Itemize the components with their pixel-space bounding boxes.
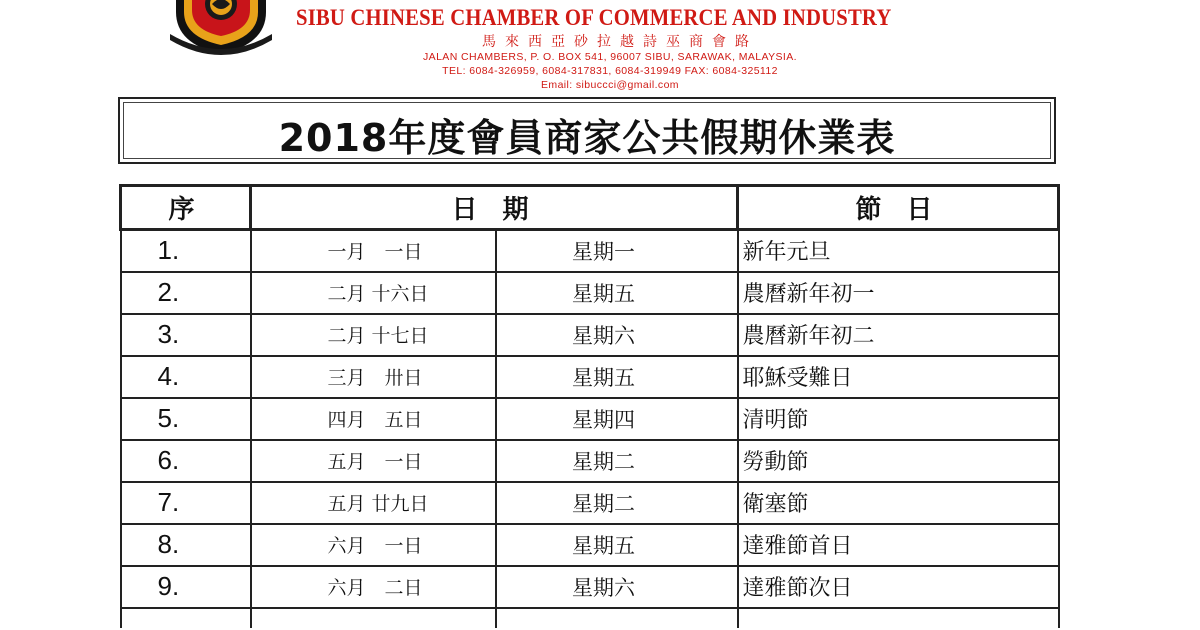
org-email: Email: sibuccci@gmail.com — [541, 79, 679, 91]
org-name-chinese: 馬來西亞砂拉越詩巫商會路 — [482, 34, 758, 50]
row-number: 6. — [121, 440, 251, 482]
row-number: 3. — [121, 314, 251, 356]
row-number: 9. — [121, 566, 251, 608]
table-row — [121, 314, 1059, 356]
row-holiday: 清明節 — [738, 398, 1059, 440]
row-weekday: 星期四 — [496, 398, 738, 440]
row-weekday: 星期一 — [496, 230, 738, 272]
holiday-table — [119, 184, 1060, 628]
row-holiday: 達雅節首日 — [738, 524, 1059, 566]
table-row — [121, 440, 1059, 482]
row-date: 四月 五日 — [251, 398, 496, 440]
table-row — [121, 356, 1059, 398]
row-date: 二月 十七日 — [251, 314, 496, 356]
row-holiday: 農曆新年初二 — [738, 314, 1059, 356]
row-holiday: 衛塞節 — [738, 482, 1059, 524]
document-title: 2018年度會員商家公共假期休業表 — [278, 116, 896, 160]
org-name-english: SIBU CHINESE CHAMBER OF COMMERCE AND INDUSTRY — [296, 5, 892, 30]
row-date: 二月 十六日 — [251, 272, 496, 314]
row-number: 4. — [121, 356, 251, 398]
org-address: JALAN CHAMBERS, P. O. BOX 541, 96007 SIBU, SARAWAK, MALAYSIA. — [423, 51, 797, 63]
row-weekday: 星期五 — [496, 272, 738, 314]
row-date: 五月 廿九日 — [251, 482, 496, 524]
table-row-cut-off — [121, 608, 1059, 628]
table-row — [121, 524, 1059, 566]
row-holiday: 勞動節 — [738, 440, 1059, 482]
table-row — [121, 230, 1059, 272]
row-date: 六月 二日 — [251, 566, 496, 608]
row-date: 一月 一日 — [251, 230, 496, 272]
header-number: 序 — [121, 186, 251, 230]
table-row — [121, 566, 1059, 608]
table-header-row — [121, 186, 1059, 230]
row-weekday: 星期六 — [496, 566, 738, 608]
row-weekday: 星期六 — [496, 314, 738, 356]
row-date — [251, 608, 496, 628]
row-number: 2. — [121, 272, 251, 314]
title-box — [118, 97, 1056, 164]
row-date: 三月 卅日 — [251, 356, 496, 398]
row-number: 5. — [121, 398, 251, 440]
table-row — [121, 398, 1059, 440]
row-date: 六月 一日 — [251, 524, 496, 566]
org-contact: TEL: 6084-326959, 6084-317831, 6084-319949 FAX: 6084-325112 — [442, 65, 778, 77]
row-holiday: 達雅節次日 — [738, 566, 1059, 608]
row-holiday — [738, 608, 1059, 628]
row-holiday: 新年元旦 — [738, 230, 1059, 272]
row-number — [121, 608, 251, 628]
row-weekday — [496, 608, 738, 628]
header-date: 日 期 — [251, 186, 738, 230]
row-weekday: 星期五 — [496, 524, 738, 566]
table-row — [121, 272, 1059, 314]
row-weekday: 星期二 — [496, 482, 738, 524]
row-holiday: 耶穌受難日 — [738, 356, 1059, 398]
row-number: 8. — [121, 524, 251, 566]
table-row — [121, 482, 1059, 524]
row-weekday: 星期五 — [496, 356, 738, 398]
row-holiday: 農曆新年初一 — [738, 272, 1059, 314]
row-weekday: 星期二 — [496, 440, 738, 482]
header-holiday: 節 日 — [738, 186, 1059, 230]
chamber-logo — [168, 0, 274, 56]
row-number: 1. — [121, 230, 251, 272]
row-date: 五月 一日 — [251, 440, 496, 482]
row-number: 7. — [121, 482, 251, 524]
